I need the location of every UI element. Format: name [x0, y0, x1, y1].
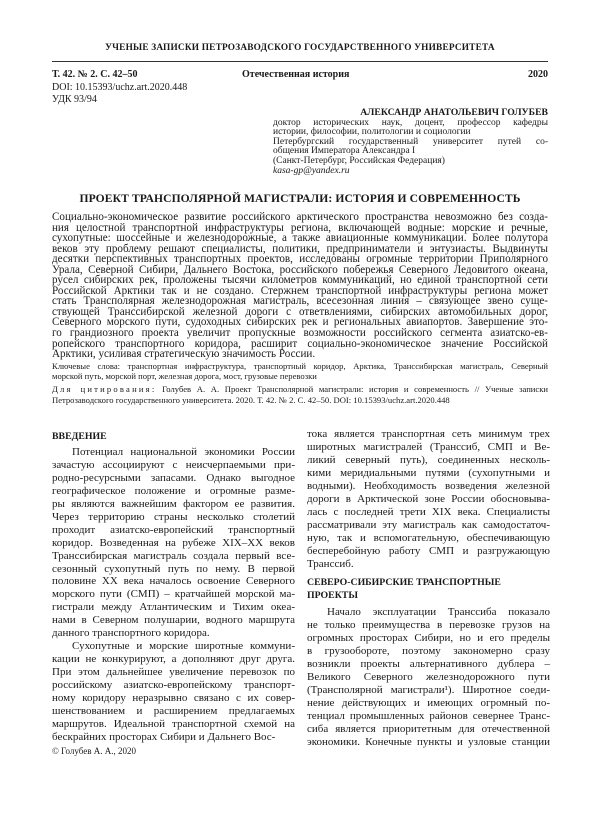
paragraph-line: широтных магистралей (Транссиб, СМП и Ве- [307, 440, 550, 453]
paragraph-line: Сухопутные и морские широтные коммуни- [72, 640, 295, 653]
paragraph-line: Начало эксплуатации Транссиба показало [327, 606, 550, 619]
paragraph-line: При этом дальнейшее увеличение перевозок по [52, 666, 295, 679]
paragraph-line: ры являются важнейшим фактором ее развития. [52, 497, 295, 510]
paragraph-line: ную, так и вспомогательную, обеспечивающую [307, 531, 550, 544]
issue-meta [52, 69, 548, 80]
abstract [52, 212, 548, 360]
header-divider [52, 61, 548, 62]
right-column [307, 428, 550, 749]
abstract-line: ния целостной транспортной инфраструктуры региона, включающей водные: морские и речные, [52, 221, 548, 234]
paragraph-line: бесперебойную работу СМП и разгружающую [307, 544, 550, 557]
paragraph-line: Транссибирская магистраль создала первый все- [52, 549, 295, 562]
keywords-line: Ключевые слова: транспортная инфраструктура, транспортный коридор, Арктика, Транссибирская магистраль, Северный [52, 361, 548, 371]
paragraph-line: зачастую ассоциируют с неисчерпаемыми при- [52, 458, 295, 471]
abstract-line: сухопутные: шоссейные и железнодорожные, а также авиационные коммуникации. Более полутора [52, 232, 548, 245]
paragraph-line: Транссиб. [307, 557, 354, 570]
paragraph-line: коридор. Возведенная на рубеже XIX–XX веков [52, 536, 295, 549]
paragraph-line: Через территорию страны несколько столетий [52, 510, 295, 523]
affiliation-line: истории, философии, политологии и социологии [273, 127, 471, 138]
abstract-line: Урала, Северной Сибири, Дальнего Востока, российского побережья Северного Ледовитого океана, [52, 263, 548, 276]
paragraph-line: кации не конкурируют, а дополняют друг друга. [52, 653, 295, 666]
left-column [52, 431, 295, 744]
paragraph-line: половине XX века началось освоение Северного [52, 575, 295, 588]
paragraph-line: ликий северный путь), соединенных несколь- [307, 453, 550, 466]
paragraph-line: тока является транспортная сеть минимум трех [307, 428, 550, 440]
paragraph-line: дороги в Арктической зоне России обосновыва- [307, 492, 550, 505]
paragraph-line: российскому азиатско-европейскому транспорт- [52, 679, 295, 692]
paragraph-line: тенциал промышленных районов севернее Транс- [307, 710, 550, 723]
volume-pages: Т. 42. № 2. С. 42–50 [52, 69, 138, 80]
author-email[interactable]: kasa-gp@yandex.ru [273, 165, 350, 176]
citation [52, 384, 548, 405]
citation-label: Для цитирования: [52, 384, 157, 394]
abstract-line: Арктики, усиливая стратегическую значимость России. [52, 348, 316, 361]
paragraph-line: ному коридору неразрывно связано с их совер- [52, 692, 295, 705]
citation-line: Голубев А. А. Проект Трансполярной магистрали: история и современность // Ученые записки [162, 384, 548, 394]
paragraph-line: рассматривали эту магистраль как самодостаточ- [307, 518, 550, 531]
article-title: ПРОЕКТ ТРАНСПОЛЯРНОЙ МАГИСТРАЛИ: ИСТОРИЯ И СОВРЕМЕННОСТЬ [79, 192, 521, 205]
keywords [52, 362, 548, 382]
paragraph-line: нение действующих и имеющих огромный по- [307, 697, 550, 710]
paragraph-line: сезонный сухопутный путь по нему. В первой [52, 562, 295, 575]
affiliation-line: (Санкт-Петербург, Российская Федерация) [273, 155, 445, 166]
abstract-line: русел сибирских рек, проложены тысячи километров коммуникаций, но единой транспортной сети [52, 274, 548, 287]
paragraph-line: нами в Северном полушарии, водного маршрута [52, 614, 295, 627]
paragraph-line: морского пути (СМП) – кратчайшей морской ма- [52, 588, 295, 601]
paragraph-line: сиба является приоритетным для отечественной [307, 722, 550, 735]
citation-line: Петрозаводского государственного университета. 2020. Т. 42. № 2. С. 42–50. DOI: 10.15393/uchz.art.2020.448 [52, 394, 450, 405]
abstract-line: Российской Арктики так и не создано. Стержнем транспортной инфраструктуры региона может [52, 284, 548, 297]
issue-year: 2020 [528, 69, 548, 80]
author-block [273, 108, 548, 176]
paragraph-line: водными). Необходимость возведения железной [307, 479, 550, 492]
paragraph-line: не только преимущества в перевозке грузов на [307, 619, 550, 632]
paragraph-line: маршрутов. Идеальной транспортной схемой на [52, 717, 295, 730]
paragraph-line: Великого Северного железнодорожного пути [307, 671, 550, 684]
paragraph-line: Потенциал национальной экономики России [72, 445, 295, 458]
author-name: АЛЕКСАНДР АНАТОЛЬЕВИЧ ГОЛУБЕВ [360, 107, 548, 118]
copyright: © Голубев А. А., 2020 [52, 746, 136, 756]
paragraph-line: экономики. Конечные пункты и узловые станции [307, 735, 550, 748]
keywords-line: морской путь, морской порт, железная дорога, мост, грузовые перевозки [52, 370, 317, 381]
section-heading-introduction: ВВЕДЕНИЕ [52, 431, 107, 442]
paragraph-line: лась с последней трети XIX века. Специалисты [307, 505, 550, 518]
abstract-line: Северного морского пути, судоходных сибирских рек и региональных авиапортов. Завершение это- [52, 316, 548, 329]
paragraph-line: географическое положение и огромные разме- [52, 484, 295, 497]
abstract-line: стать Трансполярная железнодорожная магистраль, всесезонная линия – связующее звено суще- [52, 295, 548, 308]
paragraph-line: гистрали между Атлантическим и Тихим океа- [52, 601, 295, 614]
abstract-line: Социально-экономическое развитие российского арктического пространства невозможно без созда- [52, 211, 548, 223]
affiliation-line: Петербургский государственный университет путей со- [273, 136, 548, 147]
paragraph-line: в грузообороте, поэтому закономерно сразу [307, 645, 550, 658]
affiliation-line: общения Императора Александра I [273, 146, 416, 157]
paragraph-line: родно-ресурсными запасами. Однако выгодное [52, 471, 295, 484]
section-name: Отечественная история [242, 69, 350, 80]
section-heading-projects: СЕВЕРО-СИБИРСКИЕ ТРАНСПОРТНЫЕ ПРОЕКТЫ [307, 577, 501, 602]
abstract-line: ропейского транспортного коридора, расширит социально-экономическое значение Российской [52, 337, 548, 350]
affiliation-line: доктор исторических наук, доцент, профессор кафедры [273, 117, 548, 128]
paragraph-line: бескрайних просторах Сибири и Дальнего Вос- [52, 730, 276, 743]
doi: DOI: 10.15393/uchz.art.2020.448 [52, 82, 188, 93]
paragraph-line: шенствованием и расширением предлагаемых [52, 705, 295, 718]
author-affiliation [273, 119, 548, 167]
abstract-line: веков эту проблему решают специалисты, политики, предприниматели и энтузиасты. Выдвинуты [52, 242, 548, 255]
abstract-line: десятки перспективных транспортных проектов, исследованы огромные территории Приполярного [52, 253, 548, 266]
paragraph-line: (Трансполярной магистрали¹). Широтное соеди- [307, 684, 550, 697]
paragraph-line: данного транспортного коридора. [52, 627, 210, 640]
abstract-line: ствующей Транссибирской железной дороги с ответвлениями, сибирских автомобильных дорог, [52, 305, 548, 318]
identifiers [52, 82, 187, 105]
paragraph-line: возникли проекты альтернативного дублера – [307, 658, 550, 671]
paragraph-line: огромных просторах Сибири, но и его пределы [307, 632, 550, 645]
journal-title: УЧЕНЫЕ ЗАПИСКИ ПЕТРОЗАВОДСКОГО ГОСУДАРСТВЕННОГО УНИВЕРСИТЕТА [105, 43, 495, 53]
paragraph-line: проходит азиатско-европейский транспортный [52, 523, 295, 536]
paragraph-line: кими меридиальными путями (сухопутными и [307, 466, 550, 479]
abstract-line: го грандиозного проекта увеличит пропускные возможности российского сегмента азиатско-ев- [52, 327, 548, 340]
udk: УДК 93/94 [52, 93, 97, 105]
